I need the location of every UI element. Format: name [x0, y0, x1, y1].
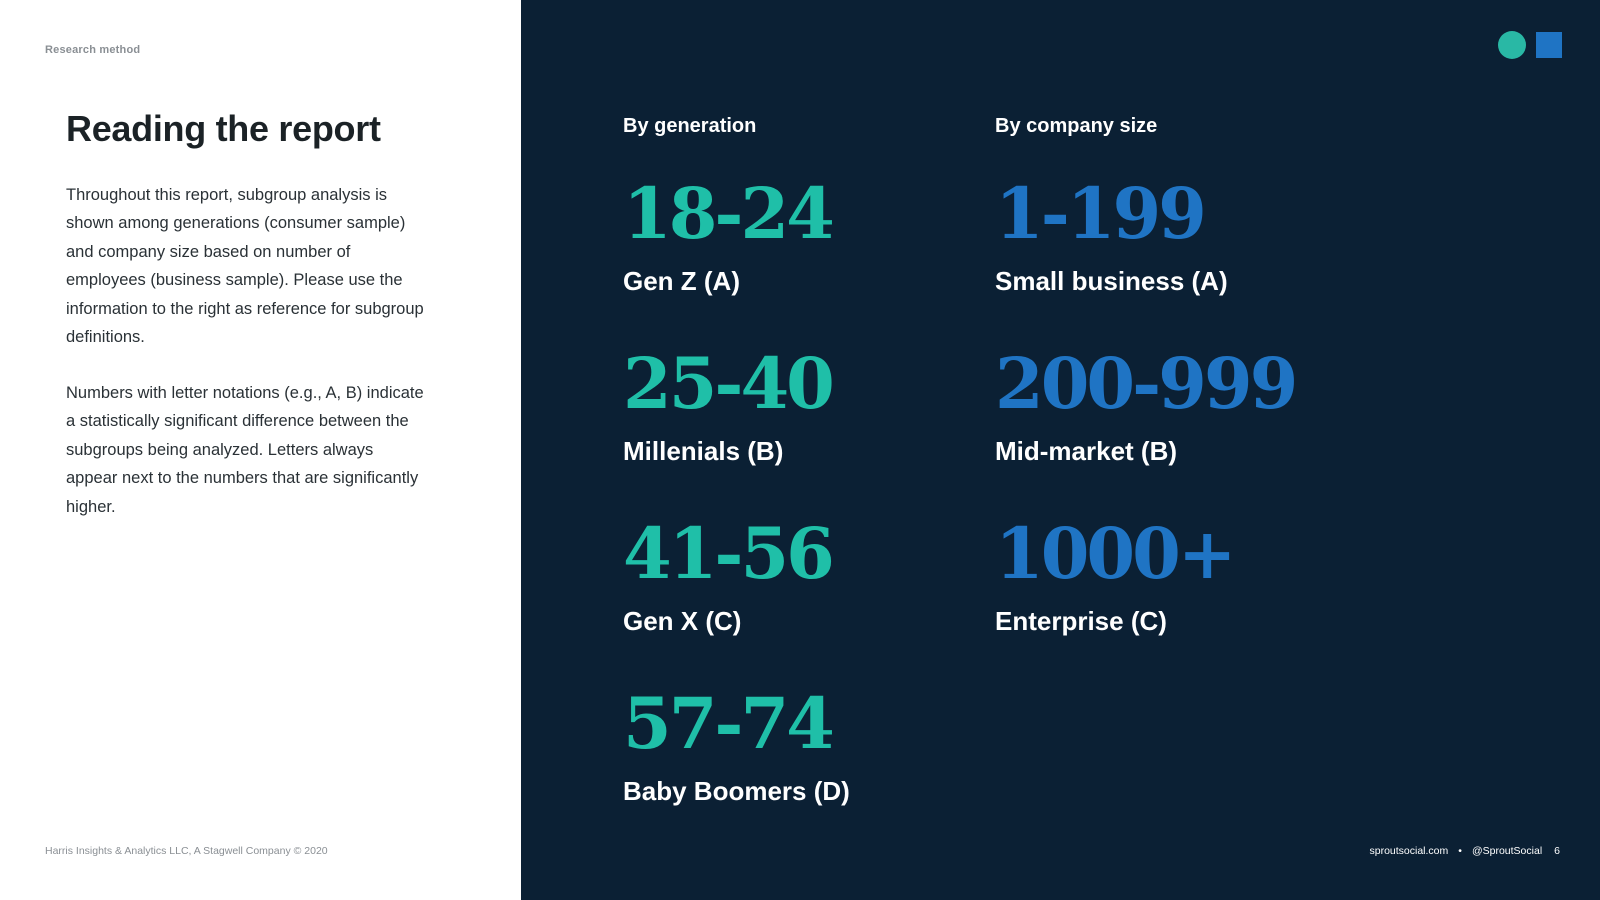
footer-right [1369, 845, 1560, 857]
section-label: Research method [45, 44, 141, 56]
notation-paragraph: Numbers with letter notations (e.g., A, B) indicate a statistically significant difference between the subgroups being analyzed. Letters always appear next to the numbers that are significantly higher. [66, 384, 424, 516]
intro-paragraph: Throughout this report, subgroup analysis is shown among generations (consumer sample) and company size based on number of employees (business sample). Please use the information to the right as reference for subgroup definitions. [66, 186, 424, 347]
company-size-heading: By company size [995, 115, 1158, 137]
small-business-range: 1-199 [995, 172, 1204, 255]
social-handle[interactable]: @SproutSocial [1471, 845, 1543, 857]
gen-x-label: Gen X (C) [623, 606, 742, 636]
footer-separator: • [1458, 845, 1462, 857]
circle-shape-icon [1498, 31, 1526, 59]
page-title: Reading the report [66, 108, 381, 149]
mid-market-label: Mid-market (B) [995, 436, 1178, 466]
page-number: 6 [1554, 845, 1560, 857]
enterprise-label: Enterprise (C) [995, 606, 1167, 636]
square-shape-icon [1536, 32, 1562, 58]
gen-x-age-range: 41-56 [623, 512, 832, 595]
copyright-footer: Harris Insights & Analytics LLC, A Stagwell Company © 2020 [45, 845, 328, 857]
small-business-label: Small business (A) [995, 266, 1228, 296]
baby-boomers-label: Baby Boomers (D) [623, 776, 850, 806]
millenials-label: Millenials (B) [623, 436, 784, 466]
generation-heading: By generation [623, 115, 757, 137]
millenials-age-range: 25-40 [623, 342, 832, 425]
gen-z-label: Gen Z (A) [623, 266, 740, 296]
website-link[interactable]: sproutsocial.com [1369, 845, 1449, 857]
gen-z-age-range: 18-24 [623, 172, 832, 255]
left-panel [0, 0, 521, 900]
mid-market-range: 200-999 [995, 342, 1296, 425]
enterprise-range: 1000+ [995, 512, 1234, 595]
baby-boomers-age-range: 57-74 [623, 682, 832, 765]
